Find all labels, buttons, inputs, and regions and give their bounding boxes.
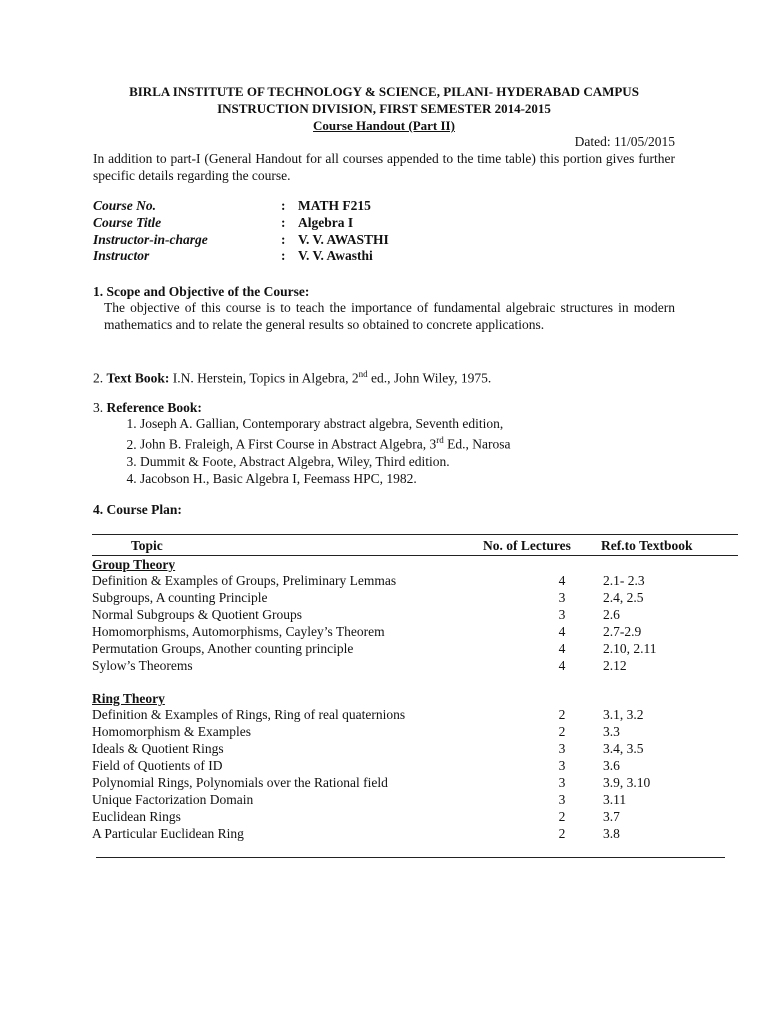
instructor-value: V. V. Awasthi (298, 248, 373, 263)
table-row (92, 706, 732, 723)
instructor-in-charge-value: V. V. AWASTHI (298, 232, 389, 247)
row-lectures: 2 (558, 826, 566, 841)
table-header-rule (92, 555, 738, 556)
reference-item: 3. Dummit & Foote, Abstract Algebra, Wiley, Third edition. (140, 453, 510, 470)
column-header-lectures: No. of Lectures (483, 538, 571, 553)
reference-heading (93, 399, 202, 416)
course-title-colon: : (281, 215, 286, 230)
row-topic: Homomorphism & Examples (92, 724, 251, 739)
textbook-label: Text Book: (106, 370, 170, 386)
row-ref: 3.3 (603, 724, 620, 739)
row-topic: Ideals & Quotient Rings (92, 741, 224, 756)
instructor-colon: : (281, 248, 286, 263)
table-row (92, 623, 732, 640)
row-topic: Subgroups, A counting Principle (92, 590, 268, 605)
row-lectures: 3 (558, 590, 566, 605)
course-no-label: Course No. (93, 198, 157, 213)
instructor-in-charge-label: Instructor-in-charge (93, 232, 208, 247)
table-row (92, 606, 732, 623)
row-topic: Permutation Groups, Another counting principle (92, 641, 354, 656)
textbook-number: 2. (93, 370, 104, 386)
row-ref: 3.1, 3.2 (603, 707, 644, 722)
column-header-topic: Topic (131, 538, 163, 553)
course-plan-heading: 4. Course Plan: (93, 502, 182, 517)
row-ref: 3.11 (603, 792, 627, 807)
table-row (92, 774, 732, 791)
instructor-in-charge-colon: : (281, 232, 286, 247)
textbook-citation-end: ed., John Wiley, 1975. (367, 370, 492, 386)
row-lectures: 2 (558, 809, 566, 824)
group-theory-section-title: Group Theory (92, 557, 176, 572)
row-lectures: 4 (558, 641, 566, 656)
row-topic: Normal Subgroups & Quotient Groups (92, 607, 302, 622)
row-lectures: 4 (558, 624, 566, 639)
row-lectures: 3 (558, 775, 566, 790)
row-topic: Unique Factorization Domain (92, 792, 254, 807)
row-topic: Definition & Examples of Groups, Preliminary Lemmas (92, 573, 397, 588)
table-row (92, 640, 732, 657)
reference-item: 1. Joseph A. Gallian, Contemporary abstract algebra, Seventh edition, (140, 415, 510, 432)
intro-paragraph: In addition to part-I (General Handout for all courses appended to the time table) this portion gives further specific details regarding the course. (93, 151, 675, 183)
row-ref: 2.7-2.9 (603, 624, 642, 639)
row-lectures: 3 (558, 758, 566, 773)
column-header-ref: Ref.to Textbook (601, 538, 693, 553)
row-lectures: 3 (558, 792, 566, 807)
handout-title: Course Handout (Part II) (313, 118, 455, 133)
row-ref: 3.6 (603, 758, 620, 773)
course-no-value: MATH F215 (298, 198, 371, 213)
row-ref: 2.4, 2.5 (603, 590, 644, 605)
table-row (92, 808, 732, 825)
row-topic: Definition & Examples of Rings, Ring of real quaternions (92, 707, 406, 722)
course-title-label: Course Title (93, 215, 162, 230)
instructor-label: Instructor (93, 248, 150, 263)
table-row (92, 589, 732, 606)
textbook-citation: I.N. Herstein, Topics in Algebra, 2 (172, 370, 359, 386)
reference-item: 2. John B. Fraleigh, A First Course in Abstract Algebra, 3rd Ed., Narosa (140, 432, 510, 453)
table-top-rule (92, 534, 738, 535)
reference-label: Reference Book: (106, 400, 202, 415)
row-lectures: 3 (558, 607, 566, 622)
row-topic: Homomorphisms, Automorphisms, Cayley’s Theorem (92, 624, 385, 639)
table-row (92, 572, 732, 589)
row-ref: 3.9, 3.10 (603, 775, 651, 790)
row-ref: 2.10, 2.11 (603, 641, 657, 656)
date-line: Dated: 11/05/2015 (574, 134, 675, 149)
row-topic: Euclidean Rings (92, 809, 181, 824)
reference-list (93, 415, 510, 487)
row-ref: 2.12 (603, 658, 627, 673)
row-lectures: 3 (558, 741, 566, 756)
row-ref: 3.8 (603, 826, 620, 841)
row-topic: Sylow’s Theorems (92, 658, 193, 673)
scope-heading: 1. Scope and Objective of the Course: (93, 284, 310, 299)
row-topic: A Particular Euclidean Ring (92, 826, 244, 841)
reference-item: 4. Jacobson H., Basic Algebra I, Feemass HPC, 1982. (140, 470, 510, 487)
table-bottom-rule (96, 857, 725, 858)
table-row (92, 657, 732, 674)
row-lectures: 4 (558, 573, 566, 588)
division-heading: INSTRUCTION DIVISION, FIRST SEMESTER 2014-2015 (217, 101, 551, 116)
textbook-line (93, 366, 491, 387)
row-lectures: 2 (558, 707, 566, 722)
table-row (92, 825, 732, 842)
institute-heading: BIRLA INSTITUTE OF TECHNOLOGY & SCIENCE, PILANI- HYDERABAD CAMPUS (129, 84, 639, 99)
ring-theory-section-title: Ring Theory (92, 691, 165, 706)
table-row (92, 791, 732, 808)
row-ref: 3.7 (603, 809, 620, 824)
course-no-colon: : (281, 198, 286, 213)
row-ref: 3.4, 3.5 (603, 741, 644, 756)
row-lectures: 2 (558, 724, 566, 739)
table-row (92, 740, 732, 757)
table-row (92, 757, 732, 774)
course-title-value: Algebra I (298, 215, 354, 230)
textbook-edition-sup: nd (358, 369, 368, 379)
scope-text: The objective of this course is to teach the importance of fundamental algebraic structures in modern mathematics and to relate the general results so obtained to concrete applications. (104, 300, 675, 332)
table-row (92, 723, 732, 740)
reference-number: 3. (93, 400, 104, 415)
row-lectures: 4 (558, 658, 566, 673)
row-ref: 2.1- 2.3 (603, 573, 645, 588)
row-ref: 2.6 (603, 607, 620, 622)
row-topic: Polynomial Rings, Polynomials over the Rational field (92, 775, 388, 790)
row-topic: Field of Quotients of ID (92, 758, 223, 773)
